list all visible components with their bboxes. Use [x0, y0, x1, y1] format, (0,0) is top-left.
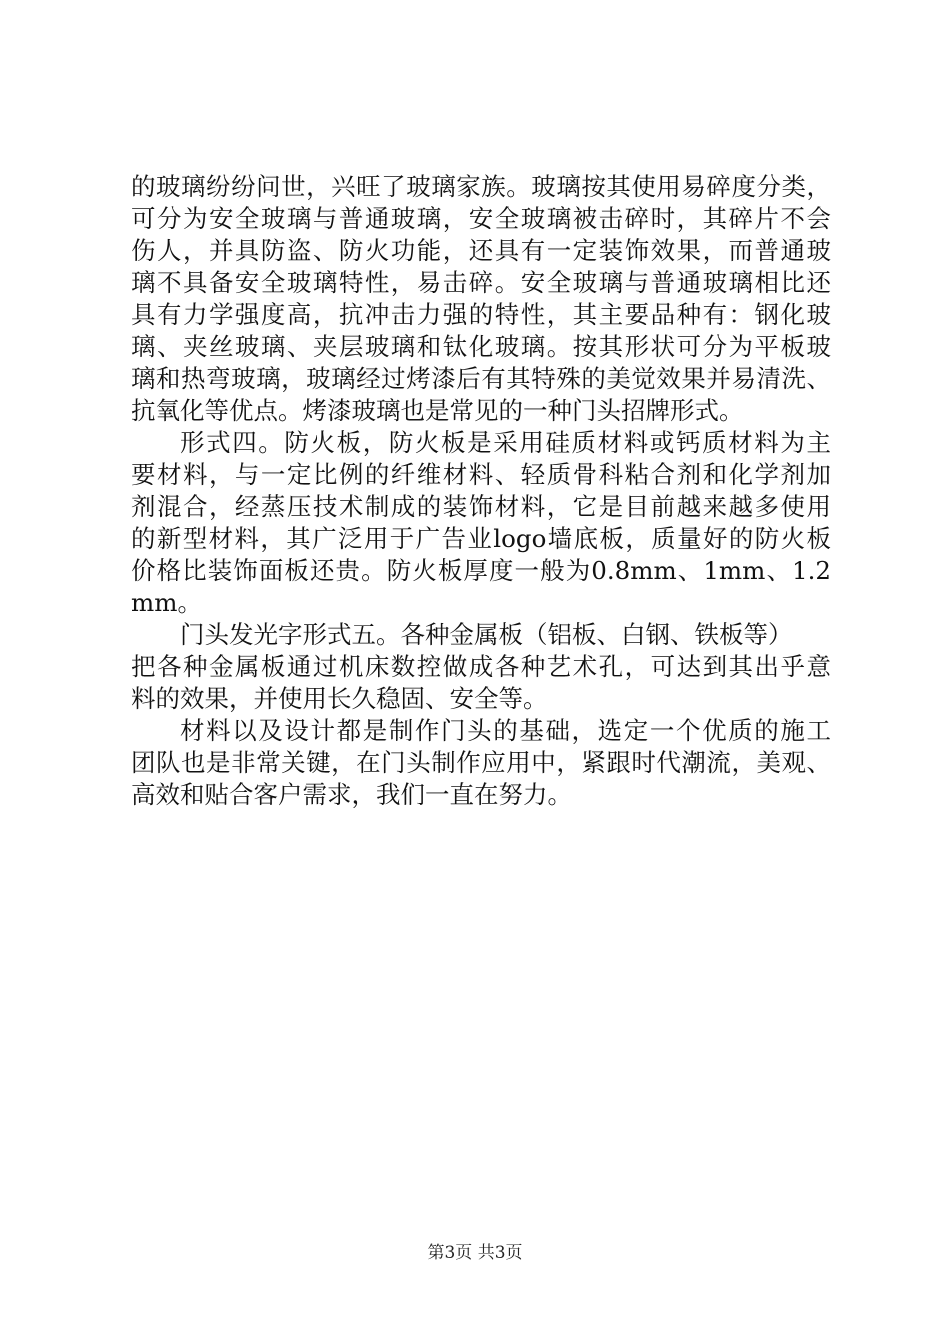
text-line: 材料以及设计都是制作门头的基础，选定一个优质的施工	[180, 716, 831, 745]
paragraph	[131, 171, 831, 427]
text-line: 要材料，与一定比例的纤维材料、轻质骨科粘合剂和化学剂加	[131, 460, 831, 489]
text-line: 剂混合，经蒸压技术制成的装饰材料，它是目前越来越多使用	[131, 492, 831, 521]
paragraph	[131, 619, 831, 715]
text-line: 料的效果，并使用长久稳固、安全等。	[131, 684, 548, 713]
text-line: 璃和热弯玻璃，玻璃经过烤漆后有其特殊的美觉效果并易清洗、	[131, 364, 831, 393]
text-line: mm。	[131, 588, 202, 617]
text-line: 的新型材料，其广泛用于广告业logo墙底板，质量好的防火板	[131, 524, 831, 553]
paragraph	[131, 427, 831, 619]
text-line: 高效和贴合客户需求，我们一直在努力。	[131, 780, 572, 809]
text-line: 团队也是非常关键，在门头制作应用中，紧跟时代潮流，美观、	[131, 748, 831, 777]
page-number-footer: 第3页 共3页	[427, 1243, 523, 1263]
text-line: 抗氧化等优点。烤漆玻璃也是常见的一种门头招牌形式。	[131, 396, 744, 425]
text-line: 璃、夹丝玻璃、夹层玻璃和钛化玻璃。按其形状可分为平板玻	[131, 332, 831, 361]
text-line: 具有力学强度高，抗冲击力强的特性，其主要品种有：钢化玻	[131, 300, 831, 329]
text-line: 可分为安全玻璃与普通玻璃，安全玻璃被击碎时，其碎片不会	[131, 204, 831, 233]
text-line: 伤人，并具防盗、防火功能，还具有一定装饰效果，而普通玻	[131, 236, 831, 265]
text-line: 形式四。防火板，防火板是采用硅质材料或钙质材料为主	[180, 428, 831, 457]
text-line: 门头发光字形式五。各种金属板（铝板、白钢、铁板等）	[180, 620, 793, 649]
text-line: 价格比装饰面板还贵。防火板厚度一般为0.8mm、1mm、1.2	[131, 556, 831, 585]
text-line: 把各种金属板通过机床数控做成各种艺术孔，可达到其出乎意	[131, 652, 831, 681]
document-body	[131, 171, 831, 811]
text-line: 的玻璃纷纷问世，兴旺了玻璃家族。玻璃按其使用易碎度分类，	[131, 172, 831, 201]
paragraph	[131, 715, 831, 811]
text-line: 璃不具备安全玻璃特性，易击碎。安全玻璃与普通玻璃相比还	[131, 268, 831, 297]
